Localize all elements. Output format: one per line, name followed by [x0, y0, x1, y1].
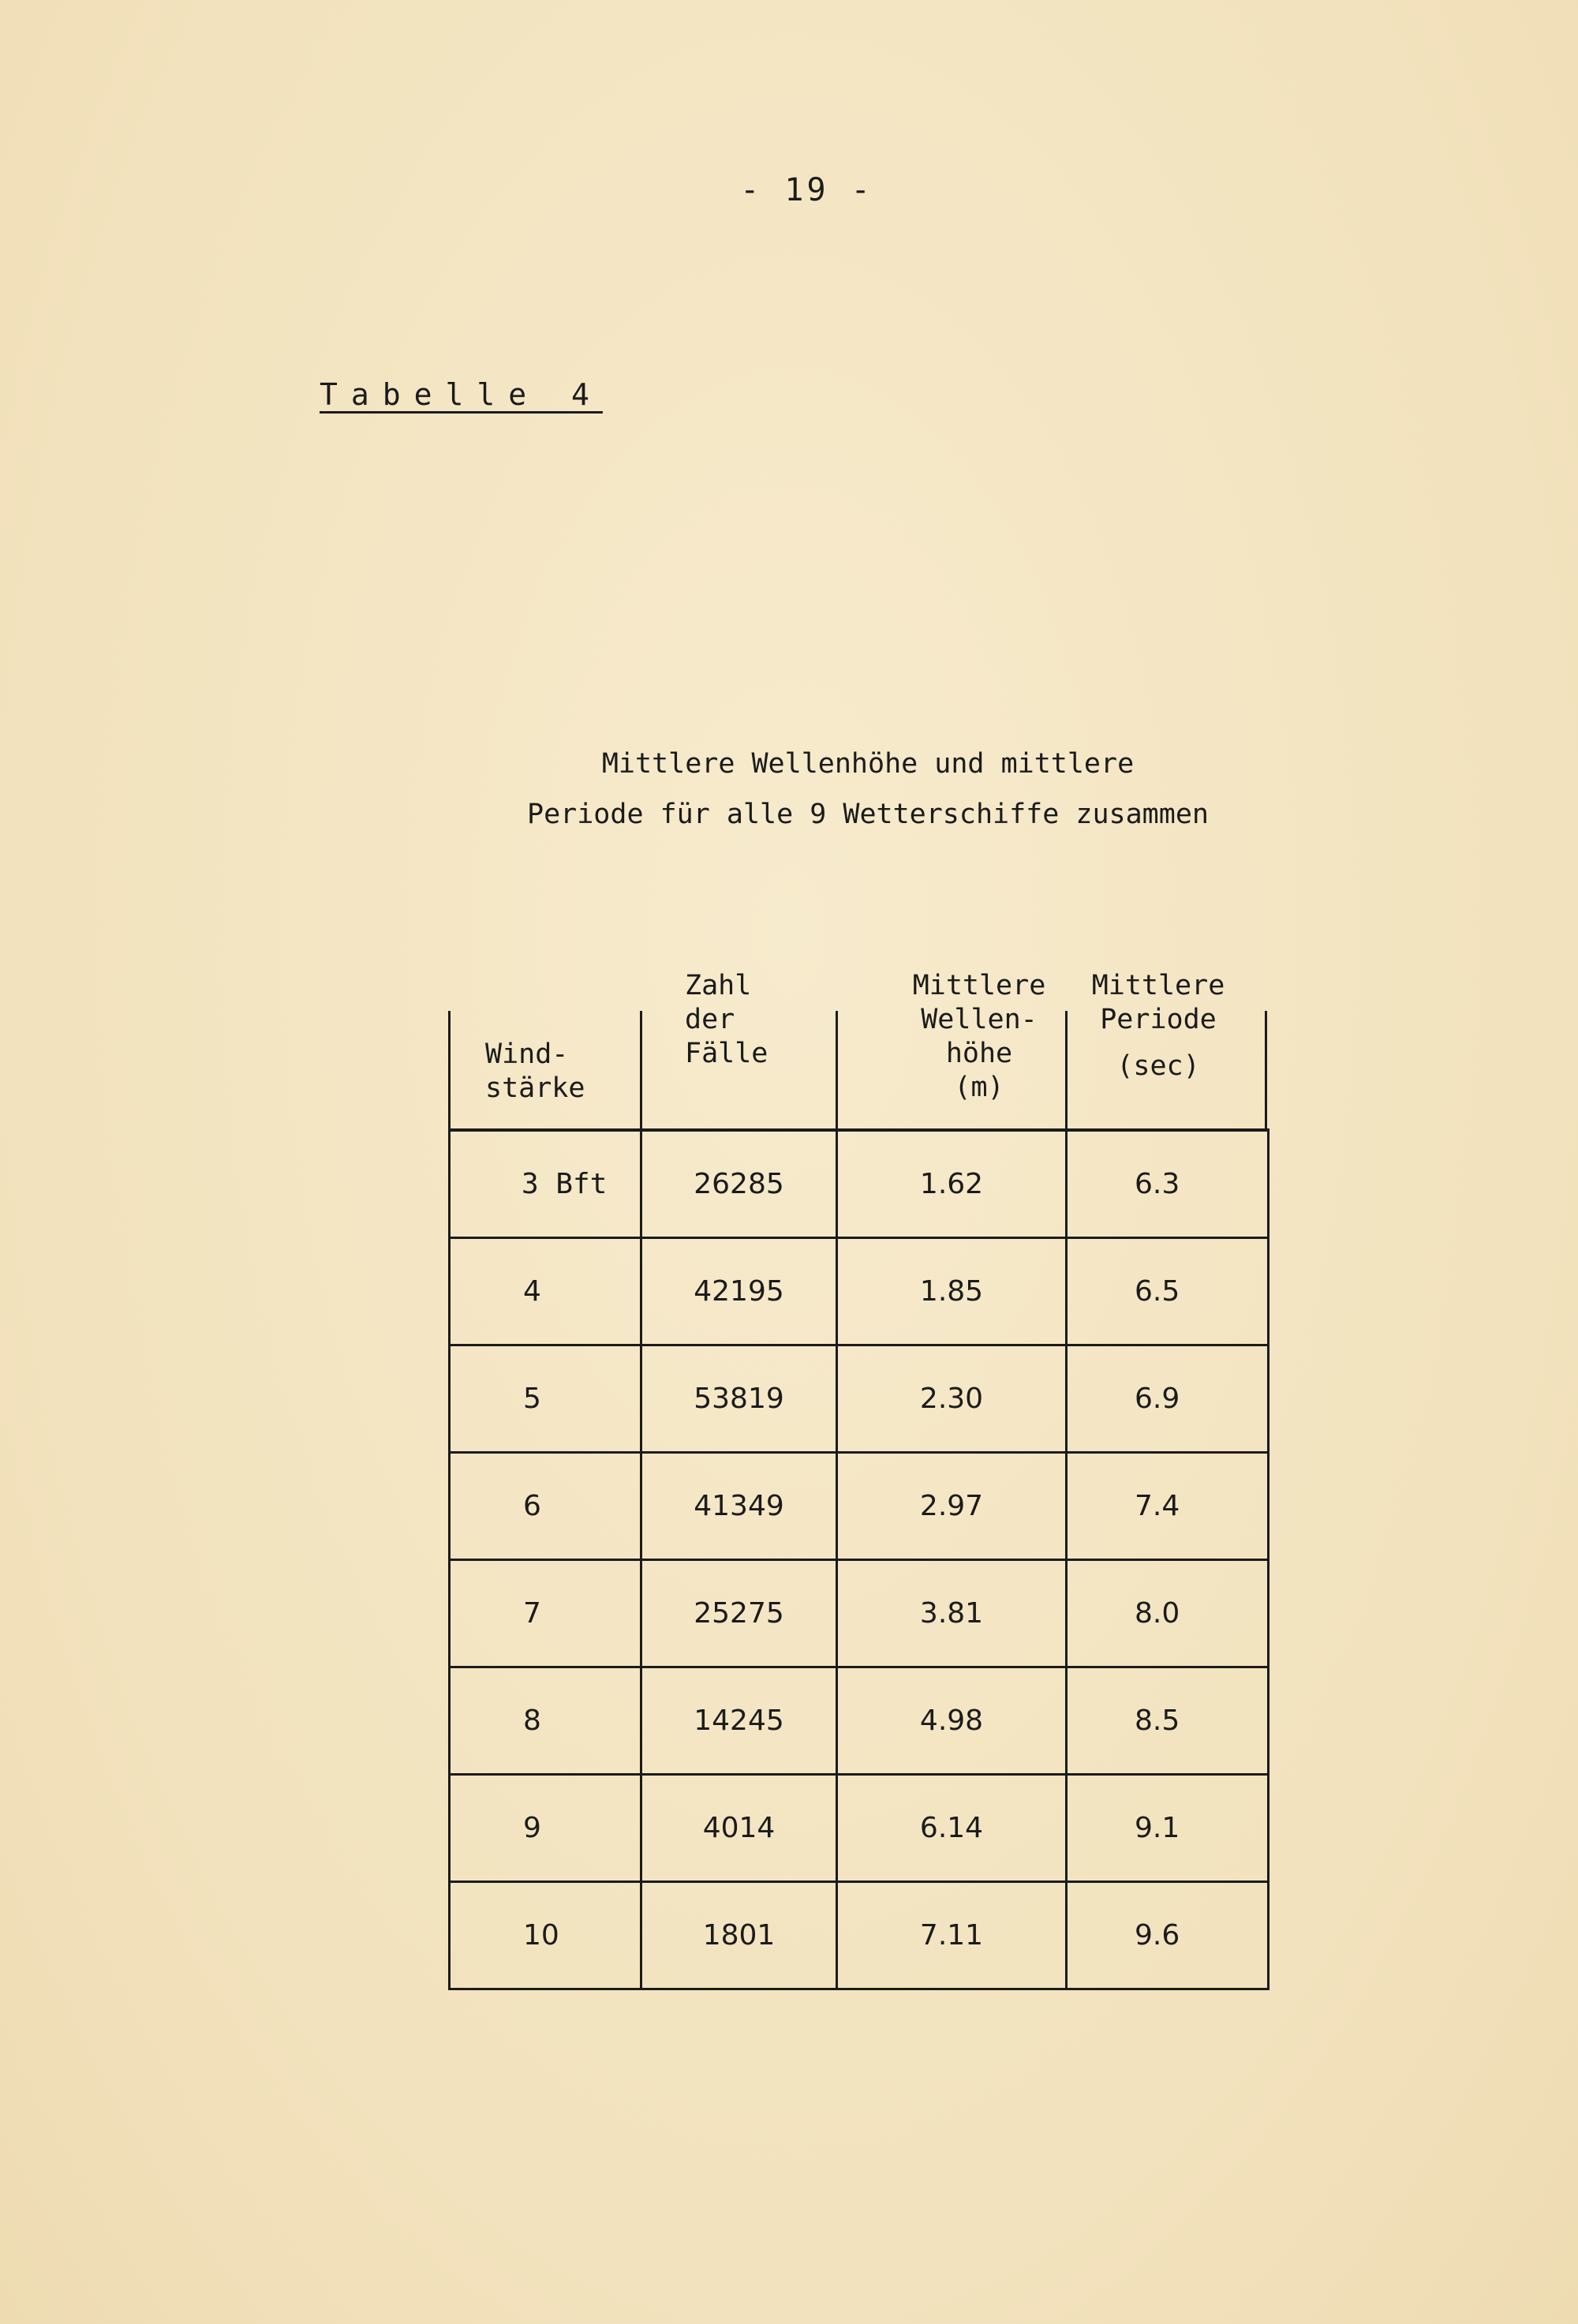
wave-height-cell: 6.14 [837, 1775, 1067, 1882]
period-cell: 7.4 [1067, 1453, 1269, 1560]
wind-strength-cell: 4 [450, 1238, 641, 1345]
table-row [450, 1775, 1269, 1882]
table-caption-line-2: Periode für alle 9 Wetterschiffe zusammen [527, 799, 1209, 830]
table-row [450, 1130, 1269, 1238]
column-divider [1265, 1011, 1267, 1128]
wave-height-cell: 4.98 [837, 1667, 1067, 1775]
wave-height-cell: 3.81 [837, 1560, 1067, 1667]
column-divider [640, 1011, 642, 1128]
case-count-cell: 14245 [641, 1667, 837, 1775]
table-row [450, 1882, 1269, 1989]
wind-strength-cell: 5 [450, 1345, 641, 1453]
table-row [450, 1238, 1269, 1345]
header-mean-wave-height: Mittlere Wellen- höhe (m) [912, 970, 1046, 1103]
wave-height-cell: 1.62 [837, 1130, 1067, 1238]
wind-strength-cell: 8 [450, 1667, 641, 1775]
table-header [448, 965, 1267, 1128]
wind-strength-cell: 10 [450, 1882, 641, 1989]
period-cell: 8.5 [1067, 1667, 1269, 1775]
table-row [450, 1345, 1269, 1453]
period-cell: 6.5 [1067, 1238, 1269, 1345]
period-cell: 6.9 [1067, 1345, 1269, 1453]
column-divider [448, 1011, 451, 1128]
case-count-cell: 42195 [641, 1238, 837, 1345]
period-cell: 9.1 [1067, 1775, 1269, 1882]
wind-strength-cell: 9 [450, 1775, 641, 1882]
table-caption-line-1: Mittlere Wellenhöhe und mittlere [601, 748, 1135, 780]
wave-height-cell: 2.97 [837, 1453, 1067, 1560]
wave-height-cell: 7.11 [837, 1882, 1067, 1989]
period-cell: 6.3 [1067, 1130, 1269, 1238]
case-count-cell: 4014 [641, 1775, 837, 1882]
header-mean-period: Mittlere Periode (sec) [1091, 970, 1225, 1082]
case-count-cell: 41349 [641, 1453, 837, 1560]
case-count-cell: 53819 [641, 1345, 837, 1453]
table-row [450, 1453, 1269, 1560]
case-count-cell: 26285 [641, 1130, 837, 1238]
table-label: Tabelle 4 [320, 377, 603, 412]
column-divider [836, 1011, 838, 1128]
table-row [450, 1667, 1269, 1775]
case-count-cell: 1801 [641, 1882, 837, 1989]
wind-strength-cell: 3 Bft [450, 1130, 641, 1238]
column-divider [1065, 1011, 1068, 1128]
wind-strength-cell: 6 [450, 1453, 641, 1560]
wave-height-cell: 1.85 [837, 1238, 1067, 1345]
case-count-cell: 25275 [641, 1560, 837, 1667]
table-row [450, 1560, 1269, 1667]
header-case-count: Zahl der Fälle [685, 970, 768, 1069]
header-wind-strength: Wind- stärke [485, 1039, 585, 1104]
data-grid [448, 1128, 1270, 1990]
wind-strength-cell: 7 [450, 1560, 641, 1667]
period-cell: 9.6 [1067, 1882, 1269, 1989]
period-cell: 8.0 [1067, 1560, 1269, 1667]
wave-height-cell: 2.30 [837, 1345, 1067, 1453]
wave-data-table [448, 965, 1267, 1990]
page-number: - 19 - [740, 172, 873, 208]
